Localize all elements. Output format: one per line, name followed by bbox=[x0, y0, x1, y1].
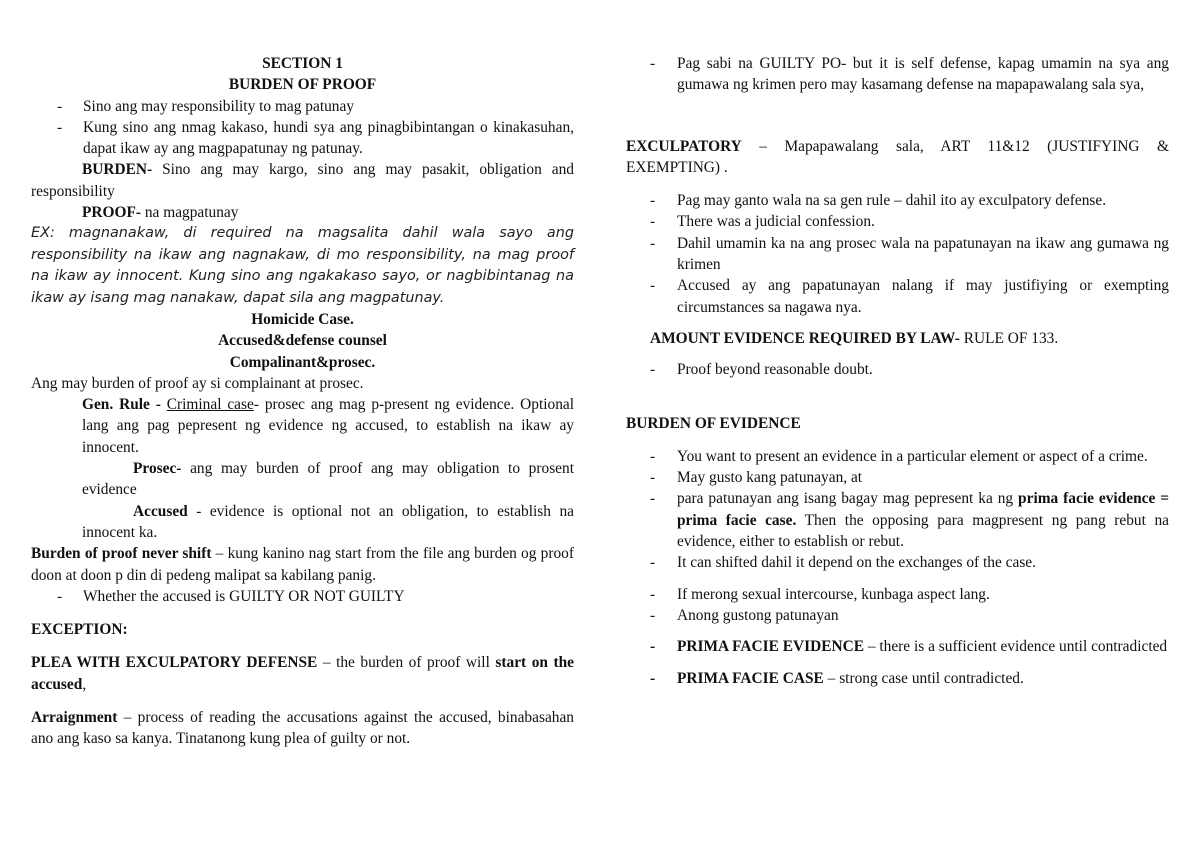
list-item: - Sino ang may responsibility to mag patunay bbox=[57, 96, 574, 117]
list-item: - May gusto kang patunayan, at bbox=[650, 467, 1169, 488]
right-column bbox=[626, 53, 1169, 689]
list-item: - You want to present an evidence in a particular element or aspect of a crime. bbox=[650, 446, 1169, 467]
dash-bullet: - bbox=[57, 118, 63, 136]
arraignment-paragraph: Arraignment – process of reading the accusations against the accused, binabasahan ano ang kaso sa kanya. Tinatanong kung plea of guilty or not. bbox=[31, 709, 574, 748]
list-item: - Accused ay ang papatunayan nalang if may justifiying or exempting circumstances sa nagawa nya. bbox=[650, 277, 1169, 316]
dash-bullet: - bbox=[650, 606, 656, 624]
dash-bullet: - bbox=[650, 55, 656, 72]
section-heading: SECTION 1 bbox=[262, 55, 343, 72]
list-item: - Dahil umamin ka na ang prosec wala na papatunayan na ikaw ang gumawa ng krimen bbox=[650, 234, 1169, 274]
left-column bbox=[31, 53, 574, 750]
amount-evidence-heading: AMOUNT EVIDENCE REQUIRED BY LAW- RULE OF 133. bbox=[650, 329, 1059, 347]
dash-bullet: - bbox=[650, 585, 656, 603]
dash-bullet: - bbox=[650, 213, 656, 231]
list-item: - PRIMA FACIE EVIDENCE – there is a sufficient evidence until contradicted bbox=[650, 636, 1169, 657]
list-item: - PRIMA FACIE CASE – strong case until contradicted. bbox=[650, 668, 1169, 689]
dash-bullet: - bbox=[650, 447, 656, 465]
list-item: - Kung sino ang nmag kakaso, hundi sya ang pinagbibintangan o kinakasuhan, dapat ikaw ay ang magpapatunay ng patunay. bbox=[57, 118, 574, 158]
burden-of-proof-heading: BURDEN OF PROOF bbox=[228, 76, 377, 94]
dash-bullet: - bbox=[650, 277, 656, 295]
list-item: - Proof beyond reasonable doubt. bbox=[650, 359, 1169, 380]
list-item: - If merong sexual intercourse, kunbaga aspect lang. bbox=[650, 584, 1169, 605]
dash-bullet: - bbox=[57, 587, 63, 605]
list-item: - There was a judicial confession. bbox=[650, 211, 1169, 232]
dash-bullet: - bbox=[650, 554, 656, 572]
dash-bullet: - bbox=[650, 234, 656, 252]
list-item: - Anong gustong patunayan bbox=[650, 605, 1169, 626]
list-item: - It can shifted dahil it depend on the exchanges of the case. bbox=[650, 552, 1169, 573]
never-shift-paragraph: Burden of proof never shift – kung kanino nag start from the file ang burden og proof doon at doon p din di pedeng malipat sa kabilang panig. bbox=[31, 545, 574, 584]
dash-bullet: - bbox=[650, 490, 656, 508]
dash-bullet: - bbox=[650, 192, 656, 210]
exculpatory-paragraph: EXCULPATORY – Mapapawalang sala, ART 11&12 (JUSTIFYING & EXEMPTING) . bbox=[626, 137, 1169, 176]
dash-bullet: - bbox=[650, 361, 656, 379]
proof-definition: PROOF- na magpatunay bbox=[82, 204, 239, 222]
burden-statement: Ang may burden of proof ay si complainant at prosec. bbox=[31, 374, 364, 392]
dash-bullet: - bbox=[650, 669, 656, 687]
list-item: - para patunayan ang isang bagay mag pepresent ka ng prima facie evidence = prima facie case. Then the opposing para magpresent ng pang rebut na evidence, either to establish or rebut. bbox=[650, 490, 1169, 551]
dash-bullet: - bbox=[57, 97, 63, 115]
list-item: - Whether the accused is GUILTY OR NOT GUILTY bbox=[57, 586, 574, 607]
complainant-heading: Compalinant&prosec. bbox=[229, 353, 376, 371]
burden-of-evidence-heading: BURDEN OF EVIDENCE bbox=[626, 414, 801, 432]
dash-bullet: - bbox=[650, 469, 656, 487]
dash-bullet: - bbox=[650, 638, 656, 656]
prosec-paragraph: Prosec- ang may burden of proof ang may obligation to prosent evidence bbox=[82, 460, 574, 499]
accused-heading: Accused&defense counsel bbox=[218, 332, 387, 350]
plea-paragraph: PLEA WITH EXCULPATORY DEFENSE – the burden of proof will start on the accused, bbox=[31, 654, 574, 693]
example-paragraph: EX: magnanakaw, di required na magsalita dahil wala sayo ang responsibility na ikaw ang nagnakaw, di mo responsibility, na mag proof na ikaw ay innocent. Kung sino ang ngakakaso sayo, or nagbibintanag na ikaw ay isang mag nanakaw, dapat sila ang magpatunay. bbox=[31, 225, 574, 306]
burden-definition: BURDEN- Sino ang may kargo, sino ang may pasakit, obligation and responsibility bbox=[31, 161, 574, 200]
list-item: - Pag sabi na GUILTY PO- but it is self defense, kapag umamin na sya ang gumawa ng krimen pero may kasamang defense na mapapawalang sala sya, bbox=[650, 55, 1169, 94]
accused-paragraph: Accused - evidence is optional not an obligation, to establish na innocent ka. bbox=[82, 502, 574, 541]
homicide-heading: Homicide Case. bbox=[251, 311, 354, 328]
list-item: - Pag may ganto wala na sa gen rule – dahil ito ay exculpatory defense. bbox=[650, 190, 1169, 211]
exception-heading: EXCEPTION: bbox=[31, 621, 128, 639]
gen-rule-paragraph: Gen. Rule - Criminal case- prosec ang mag p-present ng evidence. Optional lang ang pag pepresent ng evidence ng accused, to establish na ikaw ay innocent. bbox=[82, 396, 575, 456]
